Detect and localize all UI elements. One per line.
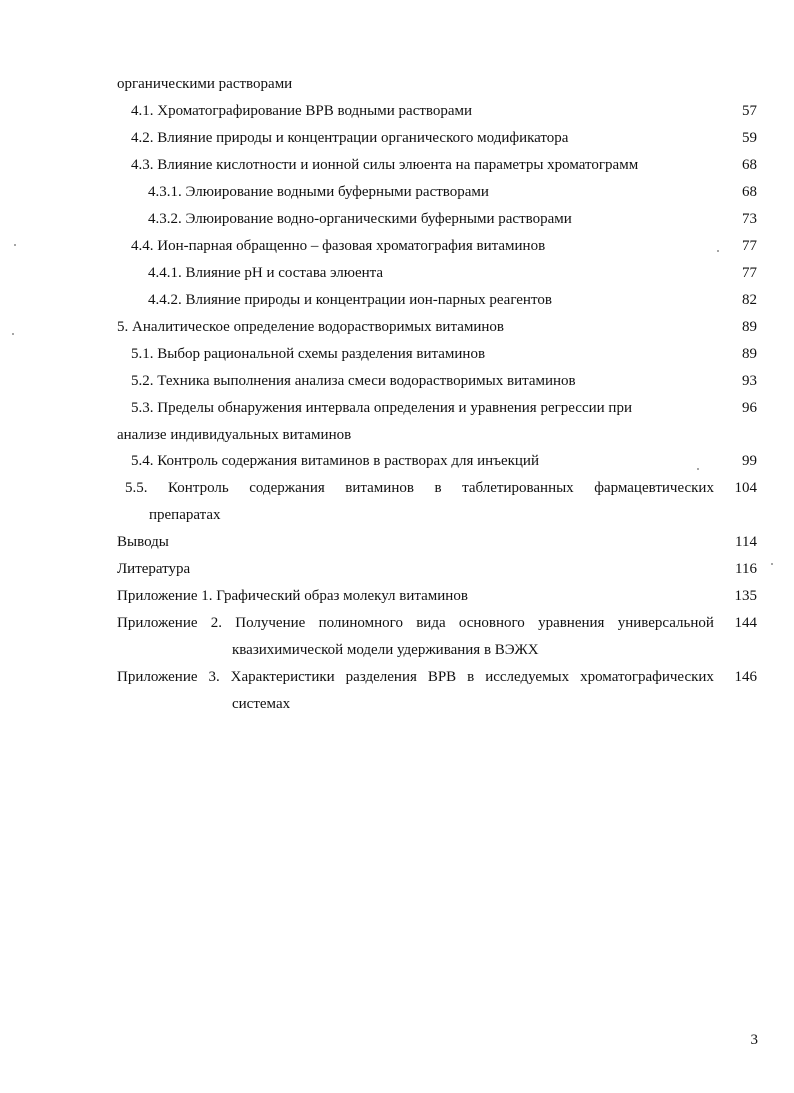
toc-page-appendix-2: 144	[734, 615, 757, 631]
toc-entry-4-2: 4.2. Влияние природы и концентрации органического модификатора	[131, 130, 569, 146]
scan-speck	[14, 244, 16, 246]
toc-page-conclusions: 114	[735, 534, 757, 550]
scan-speck	[697, 468, 699, 470]
toc-entry-4-4-1: 4.4.1. Влияние pH и состава элюента	[148, 265, 384, 281]
toc-word: Приложение	[117, 669, 198, 685]
toc-entry-references: Литература	[117, 561, 191, 577]
toc-page-5-2: 93	[742, 373, 757, 389]
toc-page-4-3-2: 73	[742, 211, 757, 227]
toc-entry-4-3-1: 4.3.1. Элюирование водными буферными растворами	[148, 184, 489, 200]
toc-word: в	[434, 480, 442, 496]
toc-continuation: органическими растворами	[117, 76, 293, 92]
toc-word: Характеристики	[230, 669, 335, 685]
scan-speck	[771, 563, 773, 565]
toc-page-5: 89	[742, 319, 757, 335]
toc-page-4-1: 57	[742, 103, 757, 119]
toc-entry-5-3: 5.3. Пределы обнаружения интервала определения и уравнения регрессии при	[131, 400, 632, 416]
toc-entry-appendix-2-cont: квазихимической модели удерживания в ВЭЖХ	[232, 642, 539, 658]
toc-word: исследуемых	[485, 669, 570, 685]
toc-entry-5-1: 5.1. Выбор рациональной схемы разделения витаминов	[131, 346, 486, 362]
toc-entry-4-3: 4.3. Влияние кислотности и ионной силы элюента на параметры хроматограмм	[131, 157, 639, 173]
toc-entry-5-3-cont: анализе индивидуальных витаминов	[117, 427, 352, 443]
toc-word: содержания	[249, 480, 325, 496]
scan-speck	[717, 250, 719, 252]
toc-word: ВРВ	[427, 669, 457, 685]
toc-page-4-3-1: 68	[742, 184, 757, 200]
toc-entry-5-4: 5.4. Контроль содержания витаминов в растворах для инъекций	[131, 453, 539, 469]
toc-entry-5-5	[125, 479, 714, 497]
toc-page-5-3: 96	[742, 400, 757, 416]
toc-page-appendix-1: 135	[734, 588, 757, 604]
toc-entry-4-3-2: 4.3.2. Элюирование водно-органическими буферными растворами	[148, 211, 572, 227]
toc-word: уравнения	[538, 615, 605, 631]
toc-entry-4-1: 4.1. Хроматографирование ВРВ водными растворами	[131, 103, 473, 119]
toc-entry-appendix-3-cont: системах	[232, 696, 291, 712]
toc-entry-appendix-2	[117, 614, 714, 632]
toc-word: хроматографических	[580, 669, 714, 685]
toc-entry-5-5-cont: препаратах	[149, 507, 221, 523]
toc-word: Контроль	[168, 480, 229, 496]
toc-entry-appendix-1: Приложение 1. Графический образ молекул витаминов	[117, 588, 468, 604]
toc-word: таблетированных	[462, 480, 574, 496]
toc-page-4-4-1: 77	[742, 265, 757, 281]
toc-entry-5: 5. Аналитическое определение водорастворимых витаминов	[117, 319, 504, 335]
toc-word: витаминов	[345, 480, 414, 496]
toc-entry-4-4-2: 4.4.2. Влияние природы и концентрации ион-парных реагентов	[148, 292, 552, 308]
toc-word: 5.5.	[125, 480, 148, 496]
toc-word: Приложение	[117, 615, 198, 631]
toc-entry-5-2: 5.2. Техника выполнения анализа смеси водорастворимых витаминов	[131, 373, 576, 389]
toc-word: универсальной	[617, 615, 714, 631]
toc-word: в	[467, 669, 475, 685]
toc-word: разделения	[345, 669, 417, 685]
toc-page-4-2: 59	[742, 130, 757, 146]
toc-page-references: 116	[735, 561, 757, 577]
toc-word: 3.	[208, 669, 220, 685]
toc-word: полиномного	[318, 615, 403, 631]
toc-word: Получение	[235, 615, 306, 631]
page-number: 3	[750, 1032, 758, 1048]
toc-page-5-5: 104	[734, 480, 757, 496]
toc-word: 2.	[210, 615, 223, 631]
toc-word: фармацевтических	[594, 480, 714, 496]
toc-page-4-3: 68	[742, 157, 757, 173]
toc-page-appendix-3: 146	[734, 669, 757, 685]
toc-page-5-1: 89	[742, 346, 757, 362]
toc-page-4-4-2: 82	[742, 292, 757, 308]
toc-entry-4-4: 4.4. Ион-парная обращенно – фазовая хроматография витаминов	[131, 238, 546, 254]
scan-speck	[12, 333, 14, 335]
toc-word: основного	[458, 615, 525, 631]
toc-entry-conclusions: Выводы	[117, 534, 169, 550]
toc-page-5-4: 99	[742, 453, 757, 469]
toc-page-4-4: 77	[742, 238, 757, 254]
toc-entry-appendix-3	[117, 668, 714, 686]
toc-word: вида	[416, 615, 446, 631]
